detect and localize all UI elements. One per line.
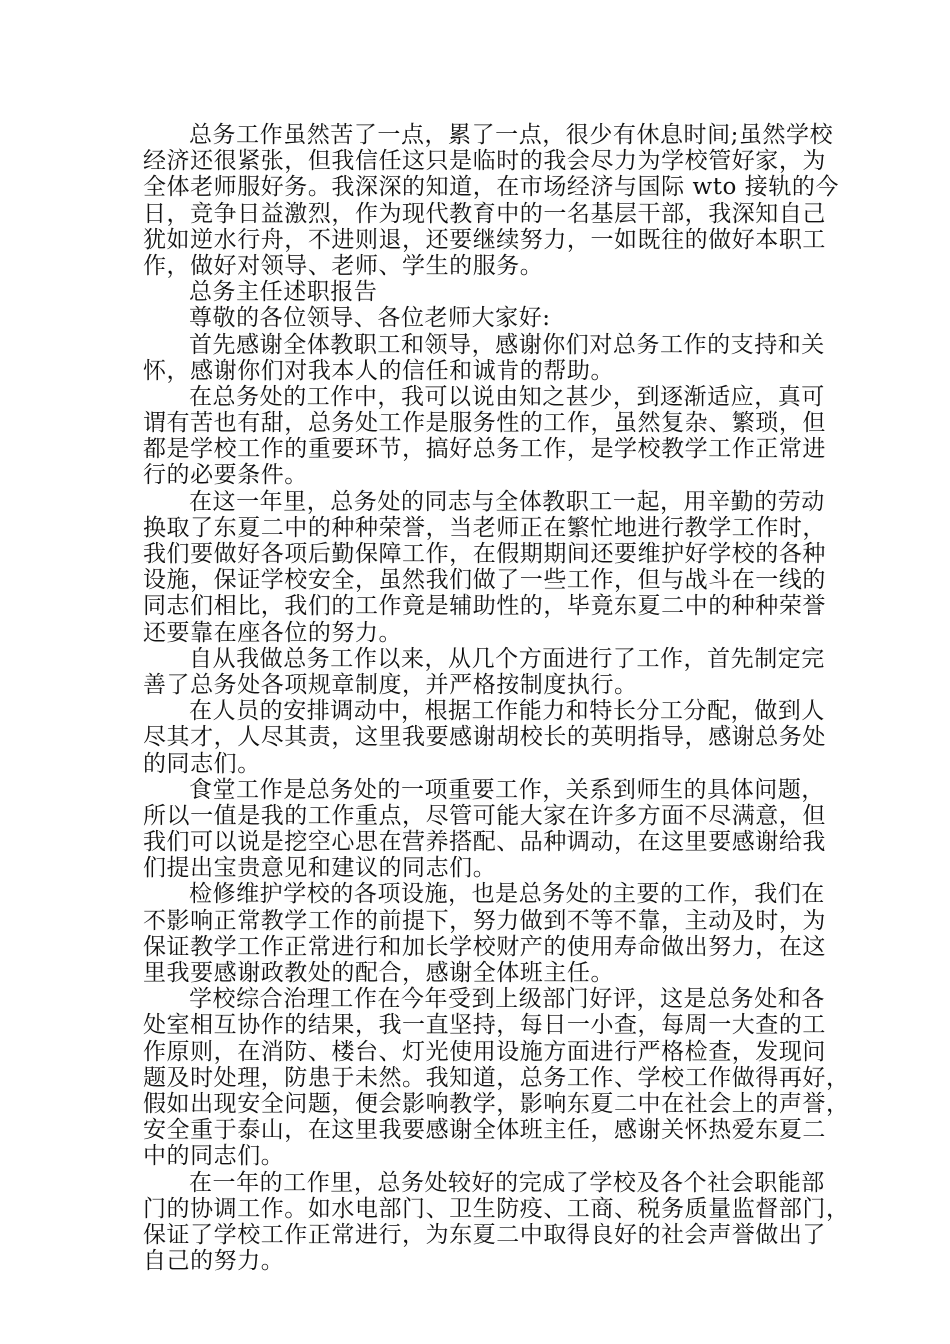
text-line: 处室相互协作的结果，我一直坚持，每日一小查，每周一大查的工 — [143, 1012, 826, 1039]
paragraph-first-line: 总务工作虽然苦了一点，累了一点，很少有休息时间;虽然学校 — [189, 122, 834, 148]
text-line: 所以一值是我的工作重点，尽管可能大家在许多方面不尽满意，但 — [143, 802, 826, 829]
text-line: 换取了东夏二中的种种荣誉，当老师正在繁忙地进行教学工作时， — [143, 514, 826, 541]
text-line: 行的必要条件。 — [143, 462, 308, 489]
text-line: 尽其才，人尽其责，这里我要感谢胡校长的英明指导，感谢总务处 — [143, 724, 826, 751]
paragraph-first-line: 尊敬的各位领导、各位老师大家好: — [189, 305, 551, 332]
text-line: 经济还很紧张，但我信任这只是临时的我会尽力为学校管好家，为 — [143, 148, 826, 175]
text-line: 同志们相比，我们的工作竟是辅助性的，毕竟东夏二中的种种荣誉 — [143, 593, 826, 620]
text-line: 犹如逆水行舟，不进则退，还要继续努力，一如既往的做好本职工 — [143, 226, 826, 253]
text-line: 我们可以说是挖空心思在营养搭配、品种调动，在这里要感谢给我 — [143, 829, 826, 856]
text-line: 门的协调工作。如水电部门、卫生防疫、工商、税务质量监督部门， — [143, 1195, 850, 1222]
text-line: 的同志们。 — [143, 750, 261, 777]
paragraph-first-line: 在这一年里，总务处的同志与全体教职工一起，用辛勤的劳动 — [189, 488, 825, 515]
text-line: 还要靠在座各位的努力。 — [143, 619, 403, 646]
text-line: 怀，感谢你们对我本人的信任和诚肯的帮助。 — [143, 357, 614, 384]
text-line: 日，竞争日益激烈，作为现代教育中的一名基层干部，我深知自己 — [143, 200, 826, 227]
text-line: 作原则，在消防、楼台、灯光使用设施方面进行严格检查，发现问 — [143, 1038, 826, 1065]
text-line: 保证教学工作正常进行和加长学校财产的使用寿命做出努力，在这 — [143, 933, 826, 960]
paragraph-first-line: 总务主任述职报告 — [189, 279, 378, 306]
paragraph-first-line: 在一年的工作里，总务处较好的完成了学校及各个社会职能部 — [189, 1169, 825, 1196]
paragraph-first-line: 在总务处的工作中，我可以说由知之甚少，到逐渐适应，真可 — [189, 383, 825, 410]
text-line: 谓有苦也有甜，总务处工作是服务性的工作，虽然复杂、繁琐，但 — [143, 410, 826, 437]
text-line: 安全重于泰山，在这里我要感谢全体班主任，感谢关怀热爱东夏二 — [143, 1117, 826, 1144]
paragraph-first-line: 食堂工作是总务处的一项重要工作，关系到师生的具体问题， — [189, 776, 825, 803]
paragraph-first-line: 学校综合治理工作在今年受到上级部门好评，这是总务处和各 — [189, 986, 825, 1013]
text-line: 中的同志们。 — [143, 1143, 285, 1170]
text-line: 我们要做好各项后勤保障工作，在假期期间还要维护好学校的各种 — [143, 541, 826, 567]
text-line: 保证了学校工作正常进行，为东夏二中取得良好的社会声誉做出了 — [143, 1221, 826, 1248]
text-line: 作，做好对领导、老师、学生的服务。 — [143, 252, 544, 279]
text-line: 设施，保证学校安全，虽然我们做了一些工作，但与战斗在一线的 — [143, 567, 826, 594]
text-line: 都是学校工作的重要环节，搞好总务工作，是学校教学工作正常进 — [143, 436, 826, 463]
document-body — [143, 122, 850, 1275]
text-line: 们提出宝贵意见和建议的同志们。 — [143, 855, 497, 882]
text-line: 自己的努力。 — [143, 1248, 285, 1275]
text-line: 全体老师服好务。我深深的知道，在市场经济与国际 wto 接轨的今 — [143, 174, 839, 201]
text-line: 不影响正常教学工作的前提下，努力做到不等不靠，主动及时，为 — [143, 907, 826, 934]
paragraph-first-line: 在人员的安排调动中，根据工作能力和特长分工分配，做到人 — [189, 698, 825, 725]
text-line: 善了总务处各项规章制度，并严格按制度执行。 — [143, 671, 638, 698]
text-line: 题及时处理，防患于未然。我知道，总务工作、学校工作做得再好， — [143, 1064, 850, 1091]
paragraph-first-line: 自从我做总务工作以来，从几个方面进行了工作，首先制定完 — [189, 645, 825, 672]
paragraph-first-line: 首先感谢全体教职工和领导，感谢你们对总务工作的支持和关 — [189, 331, 825, 358]
text-line: 假如出现安全问题，便会影响教学，影响东夏二中在社会上的声誉， — [143, 1090, 850, 1117]
paragraph-first-line: 检修维护学校的各项设施，也是总务处的主要的工作，我们在 — [189, 881, 825, 908]
text-line: 里我要感谢政教处的配合，感谢全体班主任。 — [143, 960, 614, 986]
